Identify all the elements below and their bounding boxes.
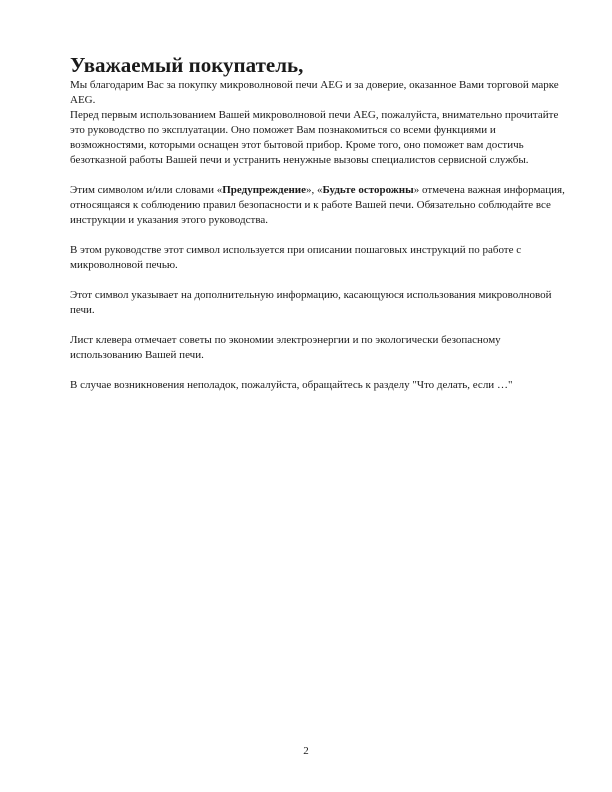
warning-term: Предупреждение <box>222 184 307 196</box>
page-title: Уважаемый покупатель, <box>70 53 304 77</box>
warning-note-paragraph <box>70 183 570 228</box>
page-number: 2 <box>303 745 309 757</box>
warning-note-mid: », « <box>306 184 323 196</box>
caution-term: Будьте осторожны <box>322 184 414 196</box>
troubleshooting-note-paragraph: В случае возникновения неполадок, пожалуйста, обращайтесь к разделу "Что делать, если …" <box>70 379 513 391</box>
intro-paragraph-read-manual: Перед первым использованием Вашей микроволновой печи AEG, пожалуйста, внимательно прочитайте это руководство по эксплуатации. Оно поможет Вам познакомиться со всеми функциями и возможностями, которыми оснащен этот бытовой прибор. Кроме того, оно поможет вам достичь безотказной работы Вашей печи и устранить ненужные вызовы специалистов сервисной службы. <box>70 109 559 166</box>
intro-paragraph-thanks: Мы благодарим Вас за покупку микроволновой печи AEG и за доверие, оказанное Вами торговой марке AEG. <box>70 79 559 106</box>
eco-note-paragraph: Лист клевера отмечает советы по экономии электроэнергии и по экологически безопасному использованию Вашей печи. <box>70 334 501 361</box>
document-body <box>70 52 570 393</box>
info-note-paragraph: Этот символ указывает на дополнительную информацию, касающуюся использования микроволновой печи. <box>70 289 552 316</box>
warning-note-suffix: » отмечена важная информация, относящаяся к соблюдению правил безопасности и к работе Вашей печи. Обязательно соблюдайте все инструкции и указания этого руководства. <box>70 184 565 226</box>
warning-note-prefix: Этим символом и/или словами « <box>70 184 223 196</box>
steps-note-paragraph: В этом руководстве этот символ используется при описании пошаговых инструкций по работе с микроволновой печью. <box>70 244 522 271</box>
